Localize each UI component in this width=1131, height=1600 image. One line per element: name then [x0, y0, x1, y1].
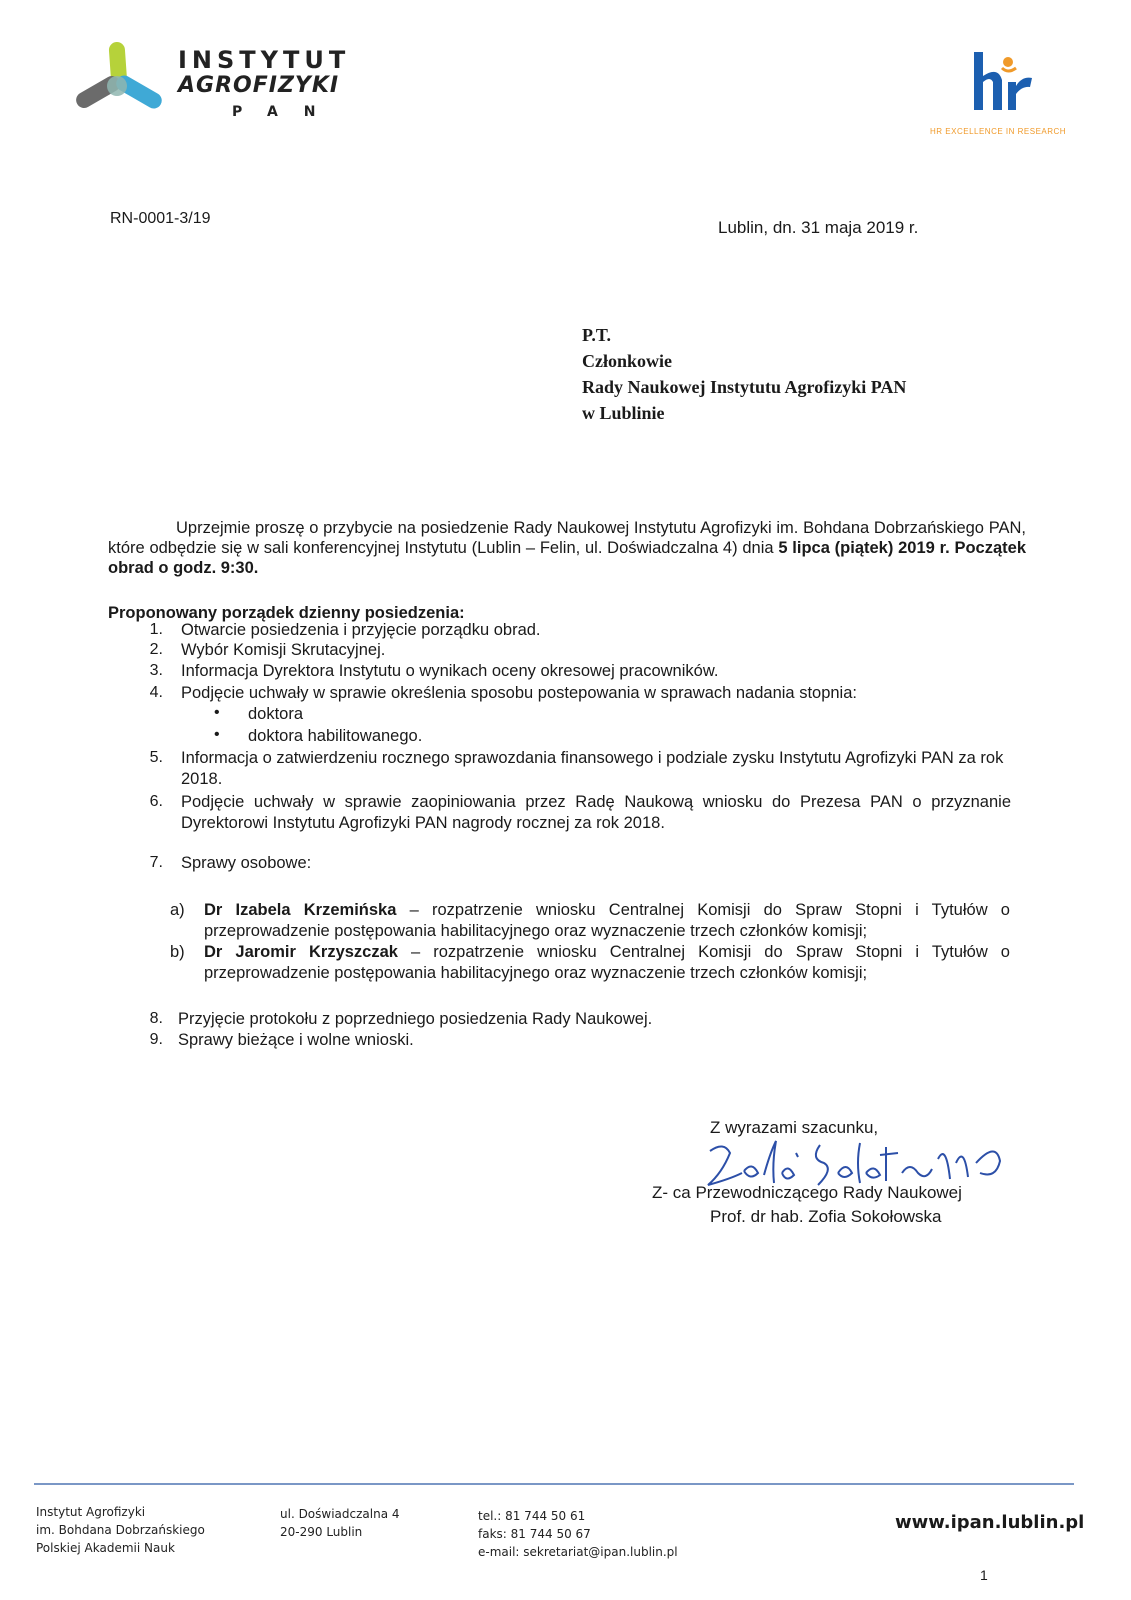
subitem-letter: a) — [170, 901, 185, 919]
footer-line: 20-290 Lublin — [280, 1525, 363, 1539]
bullet-icon: • — [214, 726, 220, 743]
agenda-subitem: doktora habilitowanego. — [248, 727, 423, 745]
footer-line: Polskiej Akademii Nauk — [36, 1541, 175, 1555]
page-number: 1 — [980, 1567, 988, 1583]
agenda-item-number: 2. — [149, 641, 163, 658]
agenda-item-number: 4. — [149, 684, 163, 701]
website-link[interactable]: www.ipan.lublin.pl — [895, 1512, 1085, 1533]
agenda-item: Wybór Komisji Skrutacyjnej. — [181, 641, 386, 659]
institute-name-line3: PAN — [232, 104, 342, 120]
agenda-item-number: 3. — [149, 662, 163, 679]
agenda-item-number: 7. — [149, 854, 163, 871]
footer-address-block — [280, 1505, 400, 1541]
hr-excellence-logo-icon — [968, 46, 1038, 116]
footer-line: Instytut Agrofizyki — [36, 1505, 146, 1519]
agenda-item: Informacja Dyrektora Instytutu o wynikach oceny okresowej pracowników. — [181, 662, 719, 680]
person-name: Dr Izabela Krzemińska — [204, 901, 397, 919]
letter-date: Lublin, dn. 31 maja 2019 r. — [718, 218, 919, 237]
addressee-line: P.T. — [582, 325, 612, 345]
institute-name-line1: INSTYTUT — [178, 46, 351, 74]
agenda-item-number: 9. — [149, 1031, 163, 1048]
agenda-item-number: 8. — [149, 1010, 163, 1027]
subitem-text: – rozpatrzenie wniosku Centralnej Komisji do Spraw Stopni i Tytułów o przeprowadzenie postępowania habilitacyjnego oraz wyznaczenie trzech członków komisji; — [204, 943, 1010, 982]
footer-contact-block — [478, 1507, 678, 1561]
footer-fax: faks: 81 744 50 67 — [478, 1527, 591, 1541]
agenda-item: Podjęcie uchwały w sprawie określenia sposobu postepowania w sprawach nadania stopnia: — [181, 684, 857, 702]
intro-paragraph — [108, 518, 1026, 578]
hr-tagline: HR EXCELLENCE IN RESEARCH — [930, 127, 1067, 136]
agenda-item-number: 1. — [149, 621, 163, 638]
reference-number: RN-0001-3/19 — [110, 210, 211, 227]
agenda-item: Przyjęcie protokołu z poprzedniego posiedzenia Rady Naukowej. — [178, 1010, 653, 1028]
addressee-line: w Lublinie — [582, 403, 665, 423]
institute-name-line2: AGROFIZYKI — [178, 73, 340, 98]
addressee-block — [582, 322, 906, 426]
meeting-date-time: 5 lipca (piątek) 2019 r. Początek obrad o godz. 9:30. — [108, 539, 1027, 577]
footer-email[interactable]: e-mail: sekretariat@ipan.lublin.pl — [478, 1545, 678, 1559]
agenda-item: Podjęcie uchwały w sprawie zaopiniowania przez Radę Naukową wniosku do Prezesa PAN o przyznanie Dyrektorowi Instytutu Agrofizyki PAN nagrody rocznej za rok 2018. — [181, 793, 1011, 832]
agenda-subitem: doktora — [248, 705, 304, 723]
person-name: Dr Jaromir Krzyszczak — [204, 943, 398, 961]
personnel-subitem — [204, 900, 1010, 942]
subitem-text: – rozpatrzenie wniosku Centralnej Komisji do Spraw Stopni i Tytułów o przeprowadzenie postępowania habilitacyjnego oraz wyznaczenie trzech członków komisji; — [204, 901, 1010, 940]
addressee-line: Członkowie — [582, 351, 672, 371]
institute-logo-icon — [70, 40, 170, 126]
personnel-subitem — [204, 942, 1010, 984]
intro-text: Uprzejmie proszę o przybycie na posiedzenie Rady Naukowej Instytutu Agrofizyki im. Bohdana Dobrzańskiego PAN, które odbędzie się w sali konferencyjnej Instytutu (Lublin – Felin, ul. Doświadczalna 4) dnia — [108, 519, 1026, 557]
bullet-icon: • — [214, 704, 220, 721]
addressee-line: Rady Naukowej Instytutu Agrofizyki PAN — [582, 377, 907, 397]
agenda-heading: Proponowany porządek dzienny posiedzenia: — [108, 604, 465, 622]
footer-line: im. Bohdana Dobrzańskiego — [36, 1523, 205, 1537]
agenda-item: Sprawy bieżące i wolne wnioski. — [178, 1031, 414, 1049]
closing-salutation: Z wyrazami szacunku, — [710, 1118, 879, 1137]
agenda-item: Otwarcie posiedzenia i przyjęcie porządku obrad. — [181, 621, 541, 639]
agenda-item: Informacja o zatwierdzeniu rocznego sprawozdania finansowego i podziale zysku Instytutu Agrofizyki PAN za rok 2018. — [181, 749, 1004, 788]
signer-role: Z- ca Przewodniczącego Rady Naukowej — [652, 1183, 962, 1202]
signer-name: Prof. dr hab. Zofia Sokołowska — [710, 1207, 942, 1226]
footer-phone: tel.: 81 744 50 61 — [478, 1509, 586, 1523]
agenda-item: Sprawy osobowe: — [181, 854, 312, 872]
footer-institute-block — [36, 1503, 205, 1557]
footer-line: ul. Doświadczalna 4 — [280, 1507, 400, 1521]
agenda-item-number: 5. — [149, 749, 163, 766]
footer-divider — [34, 1483, 1074, 1485]
agenda-item-number: 6. — [149, 793, 163, 810]
subitem-letter: b) — [170, 943, 185, 961]
